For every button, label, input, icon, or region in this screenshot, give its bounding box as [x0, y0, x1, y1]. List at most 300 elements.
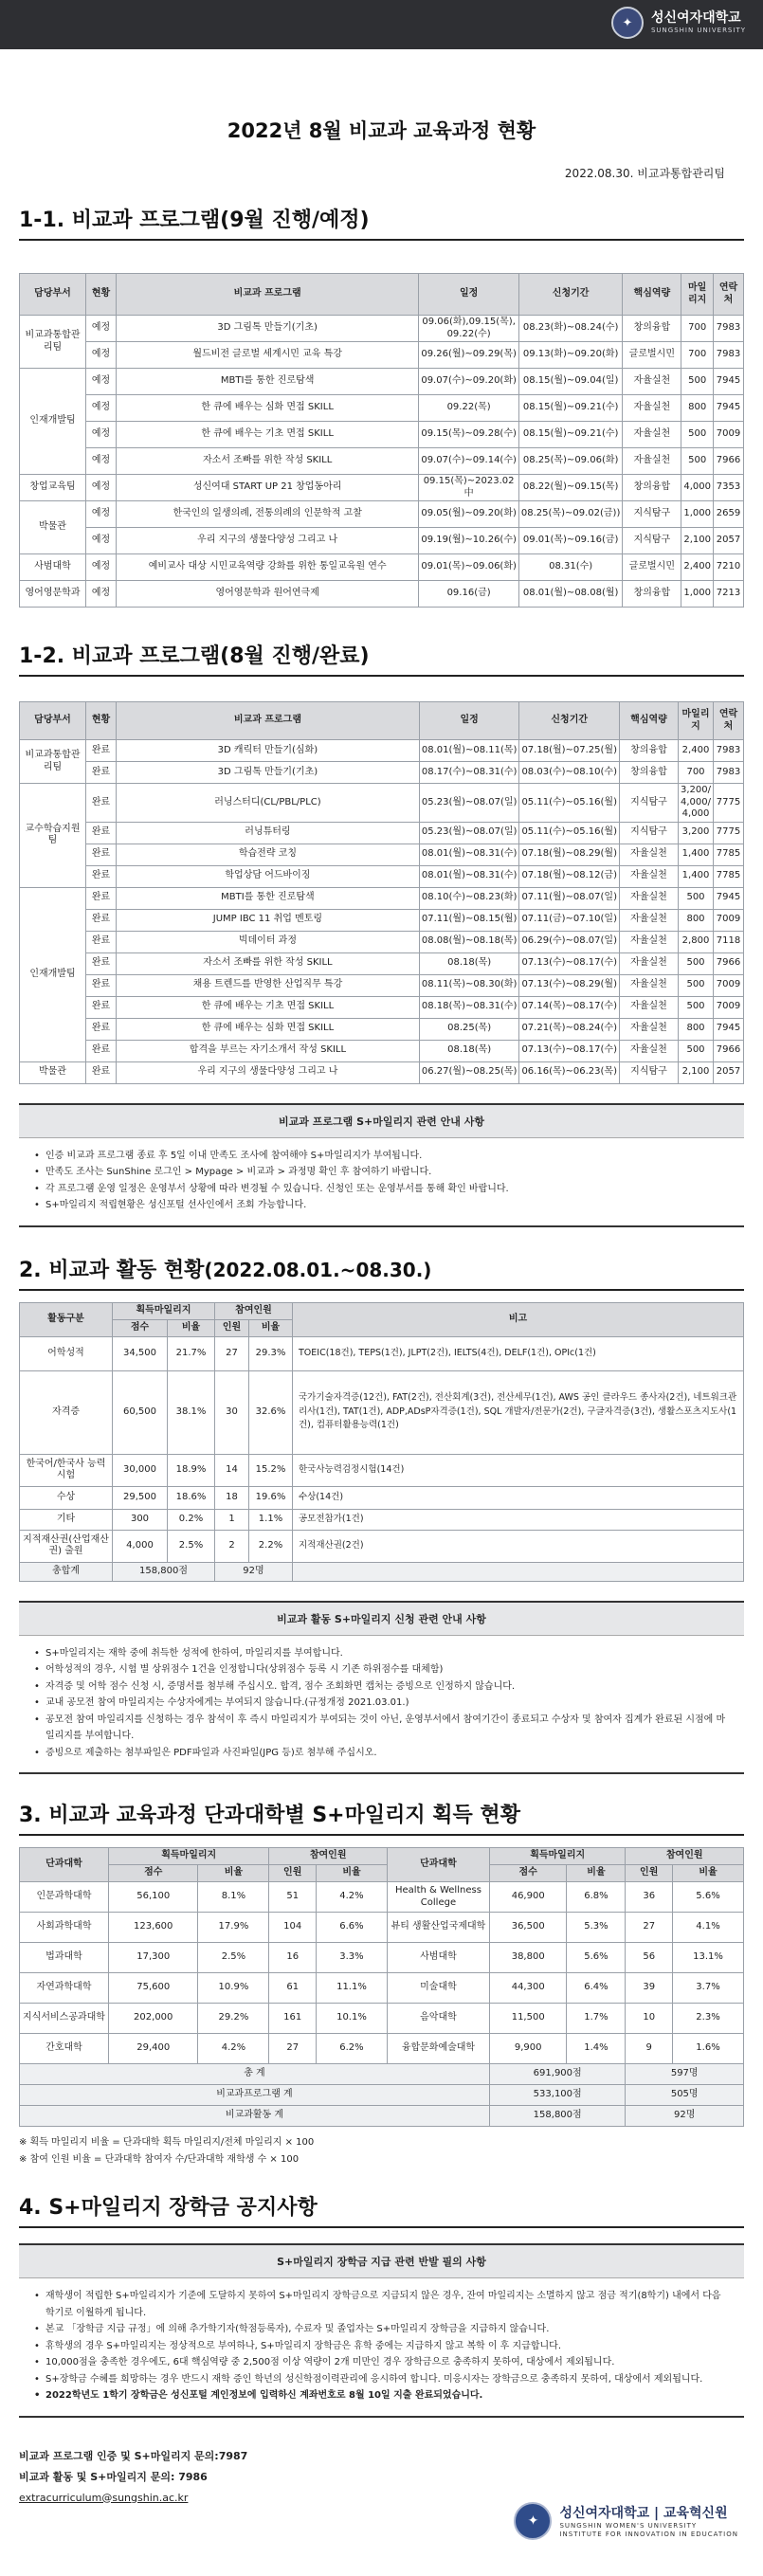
table-cell: 08.25(목) [419, 1018, 519, 1040]
table-row [20, 974, 744, 996]
table-cell: 3D 그림톡 만들기(기초) [117, 316, 419, 342]
col-people-2: 인원 [626, 1865, 673, 1882]
table-cell: 18 [215, 1486, 249, 1509]
table-cell: 08.15(월)~09.04(일) [518, 369, 622, 395]
table-row [20, 952, 744, 974]
table-cell: 자율실천 [620, 844, 679, 865]
table-cell: 국가기술자격증(12건), FAT(2건), 전산회계(3건), 전산세무(1건), AWS 공인 클라우드 종사자(2건), 네트워크관리사(1건), TAT(1건), ADP,ADsP자격증(1건), SQL 개발자/전문가(2건), 구글자격증(3건), 생활스포츠지도사(1건), 컴퓨터활용능력(1건) [293, 1370, 744, 1454]
table-cell: 5.6% [673, 1882, 744, 1913]
table-cell: 1.4% [567, 2034, 626, 2064]
table-cell: 07.13(수)~08.17(수) [519, 952, 620, 974]
table-cell: 30,000 [113, 1454, 168, 1486]
table-cell: 총 계 [20, 2064, 490, 2085]
footer-english-2: INSTITUTE FOR INNOVATION IN EDUCATION [559, 2531, 738, 2538]
table-cell: 지적재산권(산업재산권) 출원 [20, 1530, 113, 1562]
table-cell: 05.23(월)~08.07(일) [419, 822, 519, 844]
table-row [20, 762, 744, 784]
table-cell: 사범대학 [20, 554, 86, 581]
table-cell: 27 [626, 1913, 673, 1943]
table-cell: 월드비전 글로벌 세계시민 교육 특강 [117, 342, 419, 369]
logo-english: SUNGSHIN UNIVERSITY [650, 27, 746, 35]
table-cell: 202,000 [109, 2004, 198, 2034]
footer-english-1: SUNGSHIN WOMEN'S UNIVERSITY [559, 2521, 698, 2530]
table-cell: 500 [679, 952, 714, 974]
table-cell: 30 [215, 1370, 249, 1454]
table-cell: 어학성적 [20, 1336, 113, 1370]
section-2-title: 2. 비교과 활동 현황 [19, 1258, 205, 1282]
table-cell: 13.1% [673, 1943, 744, 1973]
table-cell: 러닝스터디(CL/PBL/PLC) [117, 784, 420, 823]
column-header: 비교과 프로그램 [117, 702, 420, 740]
table-cell: 자율실천 [620, 952, 679, 974]
table-cell: 7945 [714, 887, 744, 909]
table-cell: 07.11(월)~08.15(월) [419, 909, 519, 931]
table-row [20, 1018, 744, 1040]
table-cell: 완료 [86, 952, 117, 974]
table-row [20, 909, 744, 931]
table-cell: 14 [215, 1454, 249, 1486]
table-cell: 44,300 [489, 1973, 567, 2004]
table-cell: 08.25(목)~09.06(화) [518, 448, 622, 475]
table-cell: 09.19(월)~10.26(수) [419, 528, 519, 554]
table-cell: 4,000 [113, 1530, 168, 1562]
table-cell: 500 [679, 996, 714, 1018]
table-cell: 08.08(월)~08.18(목) [419, 931, 519, 952]
table-cell: 1,400 [679, 865, 714, 887]
table-row [20, 1530, 744, 1562]
table-cell: 07.18(월)~08.29(월) [519, 844, 620, 865]
column-header: 일정 [419, 274, 519, 316]
table-cell: 2057 [714, 528, 744, 554]
table-cell: 08.18(목)~08.31(수) [419, 996, 519, 1018]
column-header: 담당부서 [20, 274, 86, 316]
table-cell: 빅데이터 과정 [117, 931, 420, 952]
table-row [20, 554, 744, 581]
table-cell: 자율실천 [623, 448, 681, 475]
table-cell: 08.25(목)~09.02(금)) [518, 501, 622, 528]
table-cell: 3.7% [673, 1973, 744, 2004]
table-cell: 38,800 [489, 1943, 567, 1973]
table-cell: 05.23(월)~08.07(일) [419, 784, 519, 823]
notice-item: • 휴학생의 경우 S+마일리지는 정상적으로 부여하나, S+마일리지 장학금은 휴학 중에는 지급하지 않고 복학 이 후 지급합니다. [34, 2338, 731, 2355]
table-cell: 법과대학 [20, 1943, 109, 1973]
table-cell: 08.01(월)~08.08(월) [518, 581, 622, 608]
notice-title: 비교과 활동 S+마일리지 신청 관련 안내 사항 [19, 1603, 744, 1636]
table-cell: 06.29(수)~08.07(일) [519, 931, 620, 952]
table-cell: 06.27(월)~08.25(목) [419, 1061, 519, 1083]
table-cell: 지식탐구 [623, 528, 681, 554]
table-cell: 우리 지구의 생물다양성 그리고 나 [117, 1061, 420, 1083]
table-cell: 자연과학대학 [20, 1973, 109, 2004]
column-header: 신청기간 [519, 702, 620, 740]
table-cell: JUMP IBC 11 취업 멘토링 [117, 909, 420, 931]
table-cell: 500 [679, 887, 714, 909]
table-cell: 지식탐구 [620, 784, 679, 823]
table-cell: 완료 [86, 974, 117, 996]
table-row [20, 528, 744, 554]
table-cell: 7118 [714, 931, 744, 952]
col-mileage-2: 획득마일리지 [489, 1848, 625, 1865]
table-row [20, 1061, 744, 1083]
table-cell: 비교과활동 계 [20, 2106, 490, 2127]
table-cell: 7213 [714, 581, 744, 608]
table-cell: 7983 [714, 762, 744, 784]
table-cell: 17,300 [109, 1943, 198, 1973]
table-cell: 창의융합 [620, 762, 679, 784]
report-date: 2022.08.30. 비교과통합관리팀 [564, 167, 725, 180]
table-cell: 08.01(월)~08.31(수) [419, 844, 519, 865]
table-cell: 3D 그림톡 만들기(기초) [117, 762, 420, 784]
total-row [20, 2106, 744, 2127]
table-cell: 창의융합 [620, 740, 679, 762]
column-header: 연락처 [714, 274, 744, 316]
total-row [20, 2064, 744, 2085]
table-cell: 완료 [86, 887, 117, 909]
table-cell: 3,200/ 4,000/ 4,000 [679, 784, 714, 823]
table-cell: 7945 [714, 369, 744, 395]
col-mileage: 획득마일리지 [109, 1848, 269, 1865]
table-cell: 인문과학대학 [20, 1882, 109, 1913]
table-cell: 07.18(월)~08.12(금) [519, 865, 620, 887]
table-row [20, 1973, 744, 2004]
notice-item: • 어학성적의 경우, 시험 별 상위점수 1건을 인정합니다(상위점수 등록 시 기존 하위점수를 대체함) [34, 1661, 731, 1678]
university-seal-icon: ✦ [514, 2502, 552, 2540]
table-row [20, 342, 744, 369]
table-cell: 09.05(월)~09.20(화) [419, 501, 519, 528]
table-row [20, 475, 744, 501]
table-row [20, 1336, 744, 1370]
table-cell: 11,500 [489, 2004, 567, 2034]
table-cell: 수상 [20, 1486, 113, 1509]
table-cell: 2659 [714, 501, 744, 528]
table-cell: 32.6% [249, 1370, 293, 1454]
table-cell: 예정 [86, 501, 117, 528]
table-cell: 1.1% [249, 1509, 293, 1530]
table-cell: 자율실천 [620, 865, 679, 887]
table-cell: 예정 [86, 554, 117, 581]
college-mileage-table [19, 1847, 744, 2127]
column-header: 담당부서 [20, 702, 86, 740]
table-cell: 29,400 [109, 2034, 198, 2064]
contact-info [19, 2446, 744, 2509]
table-cell: 학업상담 어드바이징 [117, 865, 420, 887]
table-cell: 6.6% [317, 1913, 388, 1943]
notice-item: • 10,000점을 충족한 경우에도, 6대 핵심역량 중 2,500점 이상 역량이 2개 미만인 경우 장학금으로 충족하지 못하여, 대상에서 제외됩니다. [34, 2354, 731, 2371]
table-cell: 융합문화예술대학 [387, 2034, 489, 2064]
table-cell: 한국사능력검정시험(14건) [293, 1454, 744, 1486]
table-cell: 7775 [714, 784, 744, 823]
notice-item: • 인증 비교과 프로그램 종료 후 5일 이내 만족도 조사에 참여해야 S+마일리지가 부여됩니다. [34, 1148, 731, 1165]
table-cell: 56 [626, 1943, 673, 1973]
table-cell: 39 [626, 1973, 673, 2004]
notice-item: • 각 프로그램 운영 일정은 운영부서 상황에 따라 변경될 수 있습니다. 신청인 또는 운영부서를 통해 확인 바랍니다. [34, 1181, 731, 1198]
table-row [20, 822, 744, 844]
table-cell: 09.07(수)~09.14(수) [419, 448, 519, 475]
top-banner [0, 0, 763, 49]
table-cell: 09.06(화),09.15(목), 09.22(수) [419, 316, 519, 342]
table-cell: 7945 [714, 395, 744, 422]
table-cell: 자율실천 [623, 369, 681, 395]
table-cell: 4,000 [681, 475, 714, 501]
logo-korean: 성신여자대학교 [650, 10, 741, 27]
col-ratio: 비율 [168, 1319, 215, 1336]
column-header: 비교과 프로그램 [117, 274, 419, 316]
table-cell: 17.9% [198, 1913, 269, 1943]
table-cell: 예정 [86, 528, 117, 554]
col-ratio2: 비율 [249, 1319, 293, 1336]
table-cell: MBTI를 통한 진로탐색 [117, 369, 419, 395]
table-cell: 09.16(금) [419, 581, 519, 608]
section-2-period: (2022.08.01.~08.30.) [204, 1258, 432, 1281]
footer-logo [514, 2502, 738, 2540]
table-cell: 08.17(수)~08.31(수) [419, 762, 519, 784]
page-title: 2022년 8월 비교과 교육과정 현황 [227, 119, 536, 142]
table-cell: 500 [681, 422, 714, 448]
table-cell: 08.31(수) [518, 554, 622, 581]
table-cell: 09.01(목)~09.16(금) [518, 528, 622, 554]
table-cell: 6.2% [317, 2034, 388, 2064]
table-row [20, 1509, 744, 1530]
table-cell: 자율실천 [620, 931, 679, 952]
table-row [20, 2034, 744, 2064]
table-row [20, 784, 744, 823]
table-cell: 07.11(금)~07.10(일) [519, 909, 620, 931]
table-cell: 예정 [86, 422, 117, 448]
notice-item: • S+마일리지 적립현황은 성신포털 선사인에서 조회 가능합니다. [34, 1197, 731, 1214]
col-participants-2: 참여인원 [626, 1848, 744, 1865]
notice-item: • 2022학년도 1학기 장학금은 성신포털 계인정보에 입력하신 계좌번호로 8월 10일 지출 완료되었습니다. [34, 2387, 731, 2404]
table-cell: 5.6% [567, 1943, 626, 1973]
table-cell: 지식탐구 [620, 822, 679, 844]
table-cell: 완료 [86, 996, 117, 1018]
table-cell: 2.2% [249, 1530, 293, 1562]
col-participants: 참여인원 [215, 1302, 293, 1319]
table-cell: 사회과학대학 [20, 1913, 109, 1943]
col-college: 단과대학 [20, 1848, 109, 1882]
column-header: 마일리지 [681, 274, 714, 316]
table-cell: 18.9% [168, 1454, 215, 1486]
table-cell: 27 [269, 2034, 317, 2064]
table-cell: 60,500 [113, 1370, 168, 1454]
table-cell: 예정 [86, 448, 117, 475]
footer-korean: 성신여자대학교 | 교육혁신원 [559, 2505, 728, 2521]
table-cell: 자격증 [20, 1370, 113, 1454]
table-cell: 7983 [714, 342, 744, 369]
table-row [20, 996, 744, 1018]
notice-title: S+마일리지 장학금 지급 관련 반발 필의 사항 [19, 2245, 744, 2278]
table-cell: 8.1% [198, 1882, 269, 1913]
table-cell: 533,100점 [489, 2085, 625, 2106]
notice-box-program [19, 1103, 744, 1227]
table-cell: 08.15(월)~09.21(수) [518, 395, 622, 422]
column-header: 연락처 [714, 702, 744, 740]
table-row [20, 581, 744, 608]
table-cell: 음악대학 [387, 2004, 489, 2034]
table-cell: 36 [626, 1882, 673, 1913]
table-cell: 완료 [86, 865, 117, 887]
table-cell: 박물관 [20, 1061, 86, 1083]
section-1-1-heading: 1-1. 비교과 프로그램(9월 진행/예정) [19, 204, 744, 241]
activity-total-row [20, 1562, 744, 1581]
col-college-2: 단과대학 [387, 1848, 489, 1882]
table-cell: 09.13(화)~09.20(화) [518, 342, 622, 369]
table-row [20, 844, 744, 865]
table-cell: 09.15(목)~2023.02 中 [419, 475, 519, 501]
table-cell: 2.5% [198, 1943, 269, 1973]
table-cell: 자율실천 [620, 909, 679, 931]
table-cell: 완료 [86, 822, 117, 844]
table-cell: 기타 [20, 1509, 113, 1530]
table-row [20, 1486, 744, 1509]
table-cell: 597명 [626, 2064, 744, 2085]
col-people: 인원 [269, 1865, 317, 1882]
table-cell: 영어영문학과 [20, 581, 86, 608]
table-row [20, 1040, 744, 1061]
table-cell: 자율실천 [620, 974, 679, 996]
table-row [20, 395, 744, 422]
table-cell: 07.14(목)~08.17(수) [519, 996, 620, 1018]
table-cell: 1.6% [673, 2034, 744, 2064]
table-cell: 2,100 [679, 1061, 714, 1083]
table-cell: 비교과프로그램 계 [20, 2085, 490, 2106]
table-cell: 3.3% [317, 1943, 388, 1973]
contact-email-link[interactable]: extracurriculum@sungshin.ac.kr [19, 2491, 189, 2504]
table-cell: 지식서비스공과대학 [20, 2004, 109, 2034]
table-cell: 700 [681, 342, 714, 369]
table-cell: 사범대학 [387, 1943, 489, 1973]
table-cell: 영어영문학과 원어연극제 [117, 581, 419, 608]
col-people: 인원 [215, 1319, 249, 1336]
table-cell: 800 [679, 909, 714, 931]
table-cell: 61 [269, 1973, 317, 2004]
total-people: 92명 [215, 1562, 293, 1581]
table-cell: 104 [269, 1913, 317, 1943]
total-label: 총합계 [20, 1562, 113, 1581]
table-cell: 간호대학 [20, 2034, 109, 2064]
table-cell: 합격을 부르는 자기소개서 작성 SKILL [117, 1040, 420, 1061]
notice-box-activity [19, 1601, 744, 1775]
table-cell: 교수학습지원팀 [20, 784, 86, 888]
col-ratio2: 비율 [317, 1865, 388, 1882]
university-seal-icon: ✦ [611, 7, 644, 39]
table-cell: 4.2% [198, 2034, 269, 2064]
table-cell: 7983 [714, 740, 744, 762]
contact-activity: 비교과 활동 및 S+마일리지 문의: 7986 [19, 2470, 208, 2483]
table-cell: 비교과통합관리팀 [20, 740, 86, 784]
table-cell: 19.6% [249, 1486, 293, 1509]
table-row [20, 865, 744, 887]
notice-title: 비교과 프로그램 S+마일리지 관련 안내 사항 [19, 1105, 744, 1138]
table-cell: 창업교육팀 [20, 475, 86, 501]
table-cell: 10 [626, 2004, 673, 2034]
table-cell: 123,600 [109, 1913, 198, 1943]
column-header: 신청기간 [518, 274, 622, 316]
table-cell: 08.22(월)~09.15(목) [518, 475, 622, 501]
table-cell: 4.1% [673, 1913, 744, 1943]
table-cell: 10.9% [198, 1973, 269, 2004]
table-cell: 글로벌시민 [623, 554, 681, 581]
table-cell: 29,500 [113, 1486, 168, 1509]
table-cell: 뷰티 생활산업국제대학 [387, 1913, 489, 1943]
col-participants: 참여인원 [269, 1848, 388, 1865]
table-cell: 08.15(월)~09.21(수) [518, 422, 622, 448]
table-cell: 34,500 [113, 1336, 168, 1370]
table-cell: 29.3% [249, 1336, 293, 1370]
notice-item: • 재학생이 적립한 S+마일리지가 기준에 도달하지 못하여 S+마일리지 장학금으로 지급되지 않은 경우, 잔여 마일리지는 소멸하지 않고 점금 적기(8학기) 내에서 다음 학기로 이월하게 됩니다. [34, 2288, 731, 2321]
table-cell: 한국인의 일생의례, 전통의례의 인문학적 고찰 [117, 501, 419, 528]
table-cell: 15.2% [249, 1454, 293, 1486]
table-cell: 06.16(목)~06.23(목) [519, 1061, 620, 1083]
table-cell: 4.2% [317, 1882, 388, 1913]
table-cell: 700 [679, 762, 714, 784]
table-row [20, 448, 744, 475]
table-cell: 완료 [86, 740, 117, 762]
table-cell: 자소서 조빠를 위한 작성 SKILL [117, 952, 420, 974]
table-cell: 1,400 [679, 844, 714, 865]
table-row [20, 369, 744, 395]
table-cell: 46,900 [489, 1882, 567, 1913]
table-cell: 자율실천 [620, 887, 679, 909]
table-cell: 07.21(목)~08.24(수) [519, 1018, 620, 1040]
table-cell: 08.10(수)~08.23(화) [419, 887, 519, 909]
table-cell: 성신여대 START UP 21 창업동아리 [117, 475, 419, 501]
notice-item: • 본교 「장학금 지급 규정」에 의해 추가학기자(학점등록자), 수료자 및 졸업자는 S+마일리지 장학금을 지급하지 않습니다. [34, 2321, 731, 2338]
table-cell: 인재개발팀 [20, 887, 86, 1061]
col-category: 활동구분 [20, 1302, 113, 1336]
notice-item: • S+장학금 수혜를 희망하는 경우 반드시 재학 증인 학년의 성신학점이력관리에 응시하여 합니다. 미응시자는 장학금으로 충족하지 못하여, 대상에서 제외됩니다. [34, 2371, 731, 2388]
table-cell: 08.11(목)~08.30(화) [419, 974, 519, 996]
table-row [20, 2004, 744, 2034]
table-cell: 09.07(수)~09.20(화) [419, 369, 519, 395]
table-cell: 예정 [86, 581, 117, 608]
table-cell: 500 [679, 1040, 714, 1061]
table-cell: 05.11(수)~05.16(월) [519, 822, 620, 844]
table-cell: 16 [269, 1943, 317, 1973]
table-cell: 완료 [86, 931, 117, 952]
note-participant-ratio: ※ 참여 인원 비율 = 단과대학 참여자 수/단과대학 재학생 수 × 100 [19, 2154, 300, 2165]
table-cell: 수상(14건) [293, 1486, 744, 1509]
table-cell: 7785 [714, 865, 744, 887]
table-cell: 08.01(월)~08.31(수) [419, 865, 519, 887]
table-cell: 창의융합 [623, 316, 681, 342]
notice-item: • 자격증 및 어학 점수 신청 시, 증명서를 첨부해 주십시오. 합격, 점수 조회화면 캡처는 증빙으로 인정하지 않습니다. [34, 1678, 731, 1696]
table-cell: 6.8% [567, 1882, 626, 1913]
table-cell: 56,100 [109, 1882, 198, 1913]
column-header: 일정 [419, 702, 519, 740]
table-cell: 7009 [714, 909, 744, 931]
table-cell: 우리 지구의 생물다양성 그리고 나 [117, 528, 419, 554]
table-cell: 완료 [86, 909, 117, 931]
contact-program: 비교과 프로그램 인증 및 S+마일리지 문의:7987 [19, 2449, 248, 2462]
table-cell: 예비교사 대상 시민교육역량 강화를 위한 통일교육원 연수 [117, 554, 419, 581]
table-cell: 36,500 [489, 1913, 567, 1943]
table-row [20, 931, 744, 952]
table-cell: 7785 [714, 844, 744, 865]
table-cell: 161 [269, 2004, 317, 2034]
table-cell: 2.3% [673, 2004, 744, 2034]
notice-item: • 교내 공모전 참여 마일리지는 수상자에게는 부여되지 않습니다.(규정개정 2021.03.01.) [34, 1695, 731, 1712]
table-cell: 2,100 [681, 528, 714, 554]
table-cell: 08.18(목) [419, 1040, 519, 1061]
table-cell: 2057 [714, 1061, 744, 1083]
total-row [20, 2085, 744, 2106]
table-cell: 예정 [86, 369, 117, 395]
table-cell: 완료 [86, 784, 117, 823]
col-ratio: 비율 [198, 1865, 269, 1882]
col-mileage: 획득마일리지 [113, 1302, 215, 1319]
table-cell: 한국어/한국사 능력시험 [20, 1454, 113, 1486]
table-row [20, 501, 744, 528]
